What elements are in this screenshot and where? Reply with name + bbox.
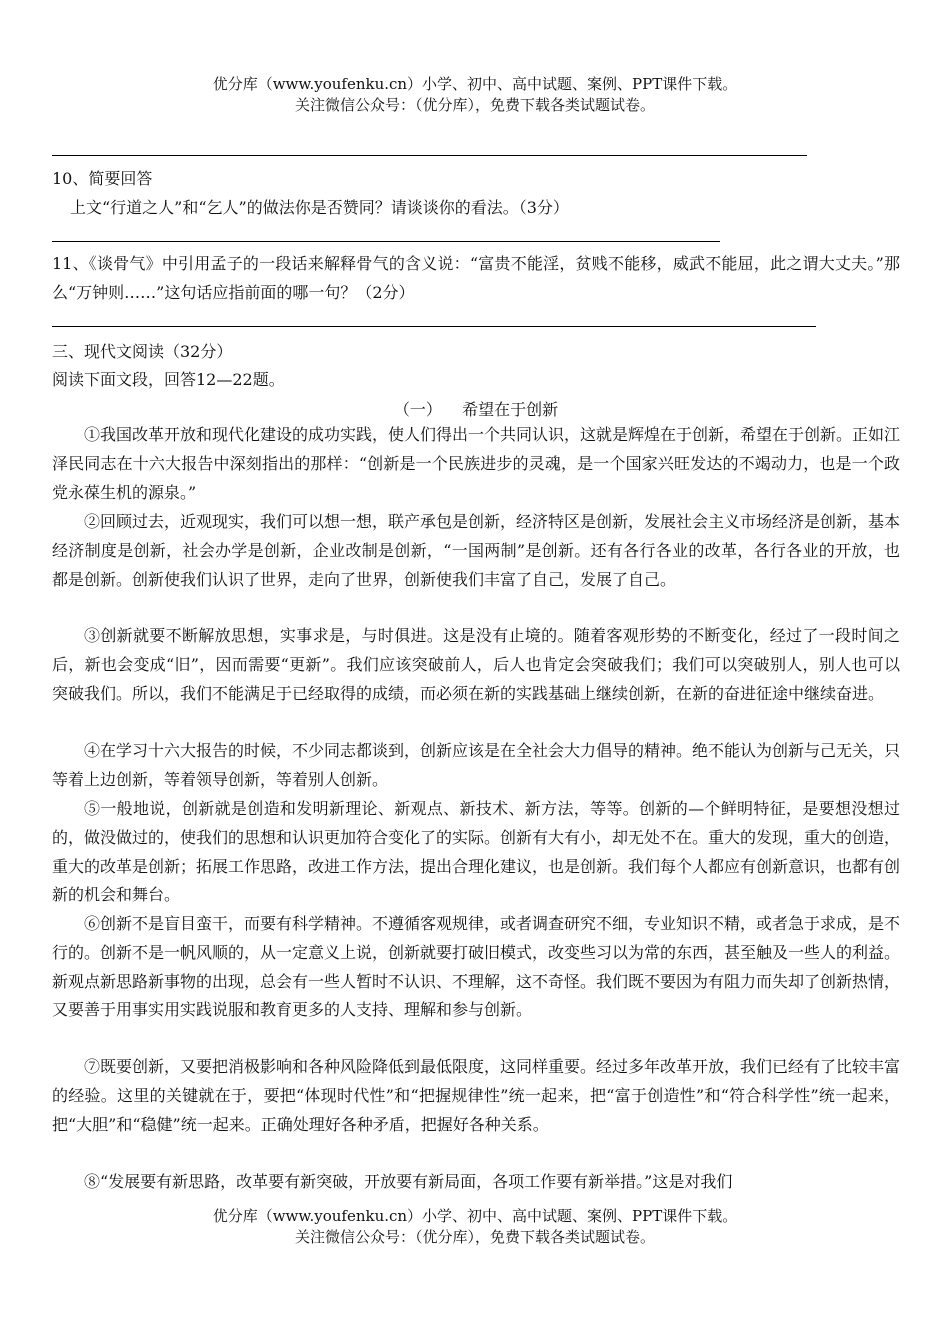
- answer-line: [52, 326, 816, 327]
- article-paragraph-4: ④在学习十六大报告的时候，不少同志都谈到，创新应该是在全社会大力倡导的精神。绝不能认为创新与己无关，只等着上边创新，等着领导创新，等着别人创新。: [52, 741, 901, 789]
- article-paragraph-1: ①我国改革开放和现代化建设的成功实践，使人们得出一个共同认识，这就是辉煌在于创新，希望在于创新。正如江泽民同志在十六大报告中深刻指出的那样：“创新是一个民族进步的灵魂，是一个国家兴旺发达的不竭动力，也是一个政党永葆生机的源泉。”: [52, 425, 901, 502]
- question-10-prompt: 上文“行道之人”和“乞人”的做法你是否赞同？请谈谈你的看法。（3分）: [70, 198, 569, 217]
- article-paragraph-2: ②回顾过去，近观现实，我们可以想一想，联产承包是创新，经济特区是创新，发展社会主义市场经济是创新，基本经济制度是创新，社会办学是创新，企业改制是创新，“一国两制”是创新。还有各行各业的改革，各行各业的开放，也都是创新。创新使我们认识了世界，走向了世界，创新使我们丰富了自己，发展了自己。: [52, 512, 901, 589]
- question-11-text: 11、《谈骨气》中引用孟子的一段话来解释骨气的含义说：“富贵不能淫，贫贱不能移，威武不能屈，此之谓大丈夫。”那么“万钟则……”这句话应指前面的哪一句？（2分）: [52, 254, 900, 302]
- header-line-1: 优分库（www.youfenku.cn）小学、初中、高中试题、案例、PPT课件下载。: [212, 75, 738, 93]
- question-10-title: 10、简要回答: [52, 169, 153, 188]
- article-paragraph-3: ③创新就要不断解放思想，实事求是，与时俱进。这是没有止境的。随着客观形势的不断变化，经过了一段时间之后，新也会变成“旧”，因而需要“更新”。我们应该突破前人，后人也肯定会突破我们；我们可以突破别人，别人也可以突破我们。所以，我们不能满足于已经取得的成绩，而必须在新的实践基础上继续创新，在新的奋进征途中继续奋进。: [52, 626, 900, 703]
- article-paragraph-6: ⑥创新不是盲目蛮干，而要有科学精神。不遵循客观规律，或者调查研究不细，专业知识不精，或者急于求成，是不行的。创新不是一帆风顺的，从一定意义上说，创新就要打破旧模式，改变些习以为常的东西，甚至触及一些人的利益。新观点新思路新事物的出现，总会有一些人暂时不认识、不理解，这不奇怪。我们既不要因为有阻力而失却了创新热情，又要善于用事实用实践说服和教育更多的人支持、理解和参与创新。: [52, 914, 901, 1020]
- answer-line: [52, 241, 720, 242]
- footer-line-2: 关注微信公众号：（优分库），免费下载各类试题试卷。: [294, 1228, 655, 1246]
- answer-line: [52, 155, 807, 156]
- section-3-title: 三、现代文阅读（32分）: [52, 342, 233, 361]
- section-3-instruction: 阅读下面文段，回答12—22题。: [52, 370, 285, 389]
- article-title: （一） 希望在于创新: [393, 400, 559, 419]
- article-paragraph-8: ⑧“发展要有新思路，改革要有新突破，开放要有新局面，各项工作要有新举措。”这是对我们: [84, 1172, 733, 1191]
- header-line-2: 关注微信公众号：（优分库），免费下载各类试题试卷。: [294, 96, 655, 114]
- page-header: [0, 74, 950, 116]
- page-footer: [0, 1206, 950, 1248]
- footer-line-1: 优分库（www.youfenku.cn）小学、初中、高中试题、案例、PPT课件下载。: [212, 1207, 738, 1225]
- article-paragraph-5: ⑤一般地说，创新就是创造和发明新理论、新观点、新技术、新方法，等等。创新的—个鲜明特征，是要想没想过的，做没做过的，使我们的思想和认识更加符合变化了的实际。创新有大有小，却无处不在。重大的发现，重大的创造，重大的改革是创新；拓展工作思路，改进工作方法，提出合理化建议，也是创新。我们每个人都应有创新意识，也都有创新的机会和舞台。: [52, 799, 901, 905]
- article-paragraph-7: ⑦既要创新，又要把消极影响和各种风险降低到最低限度，这同样重要。经过多年改革开放，我们已经有了比较丰富的经验。这里的关键就在于，要把“体现时代性”和“把握规律性”统一起来，把“富于创造性”和“符合科学性”统一起来，把“大胆”和“稳健”统一起来。正确处理好各种矛盾，把握好各种关系。: [52, 1057, 901, 1134]
